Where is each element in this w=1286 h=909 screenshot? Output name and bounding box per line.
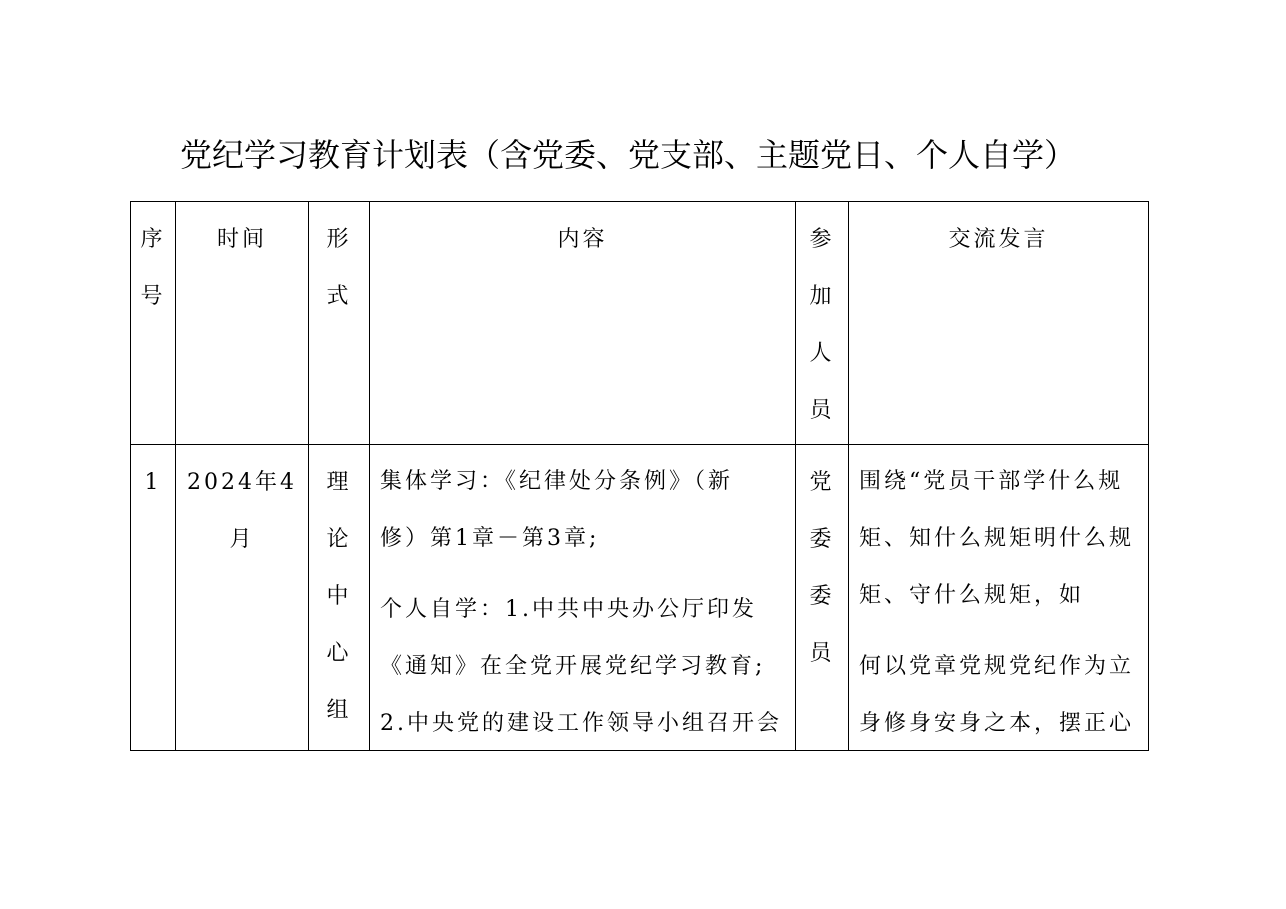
cell-speech: 围绕“党员干部学什么规 矩、知什么规矩明什么规 矩、守什么规矩，如 何以党章党规党纪作为立 身修身安身之本，摆正心: [849, 445, 1149, 751]
header-content: 内容: [370, 202, 796, 445]
cell-form: 理 论 中 心 组: [309, 445, 370, 751]
table-header-row: [131, 202, 1149, 445]
cell-seq: 1: [131, 445, 176, 751]
header-time: 时间: [176, 202, 309, 445]
study-plan-table: [130, 201, 1149, 751]
header-participants: 参 加 人 员: [796, 202, 849, 445]
header-seq: 序 号: [131, 202, 176, 445]
header-form: 形 式: [309, 202, 370, 445]
header-speech: 交流发言: [849, 202, 1149, 445]
cell-time: 2024年4 月: [176, 445, 309, 751]
table-row: [131, 445, 1149, 751]
cell-participants: 党 委 委 员: [796, 445, 849, 751]
cell-content: 集体学习：《纪律处分条例》（新 修）第1章－第3章; 个人自学：1.中共中央办公厅印发 《通知》在全党开展党纪学习教育; 2.中央党的建设工作领导小组召开会: [370, 445, 796, 751]
page-title: 党纪学习教育计划表（含党委、党支部、主题党日、个人自学）: [179, 136, 1076, 174]
